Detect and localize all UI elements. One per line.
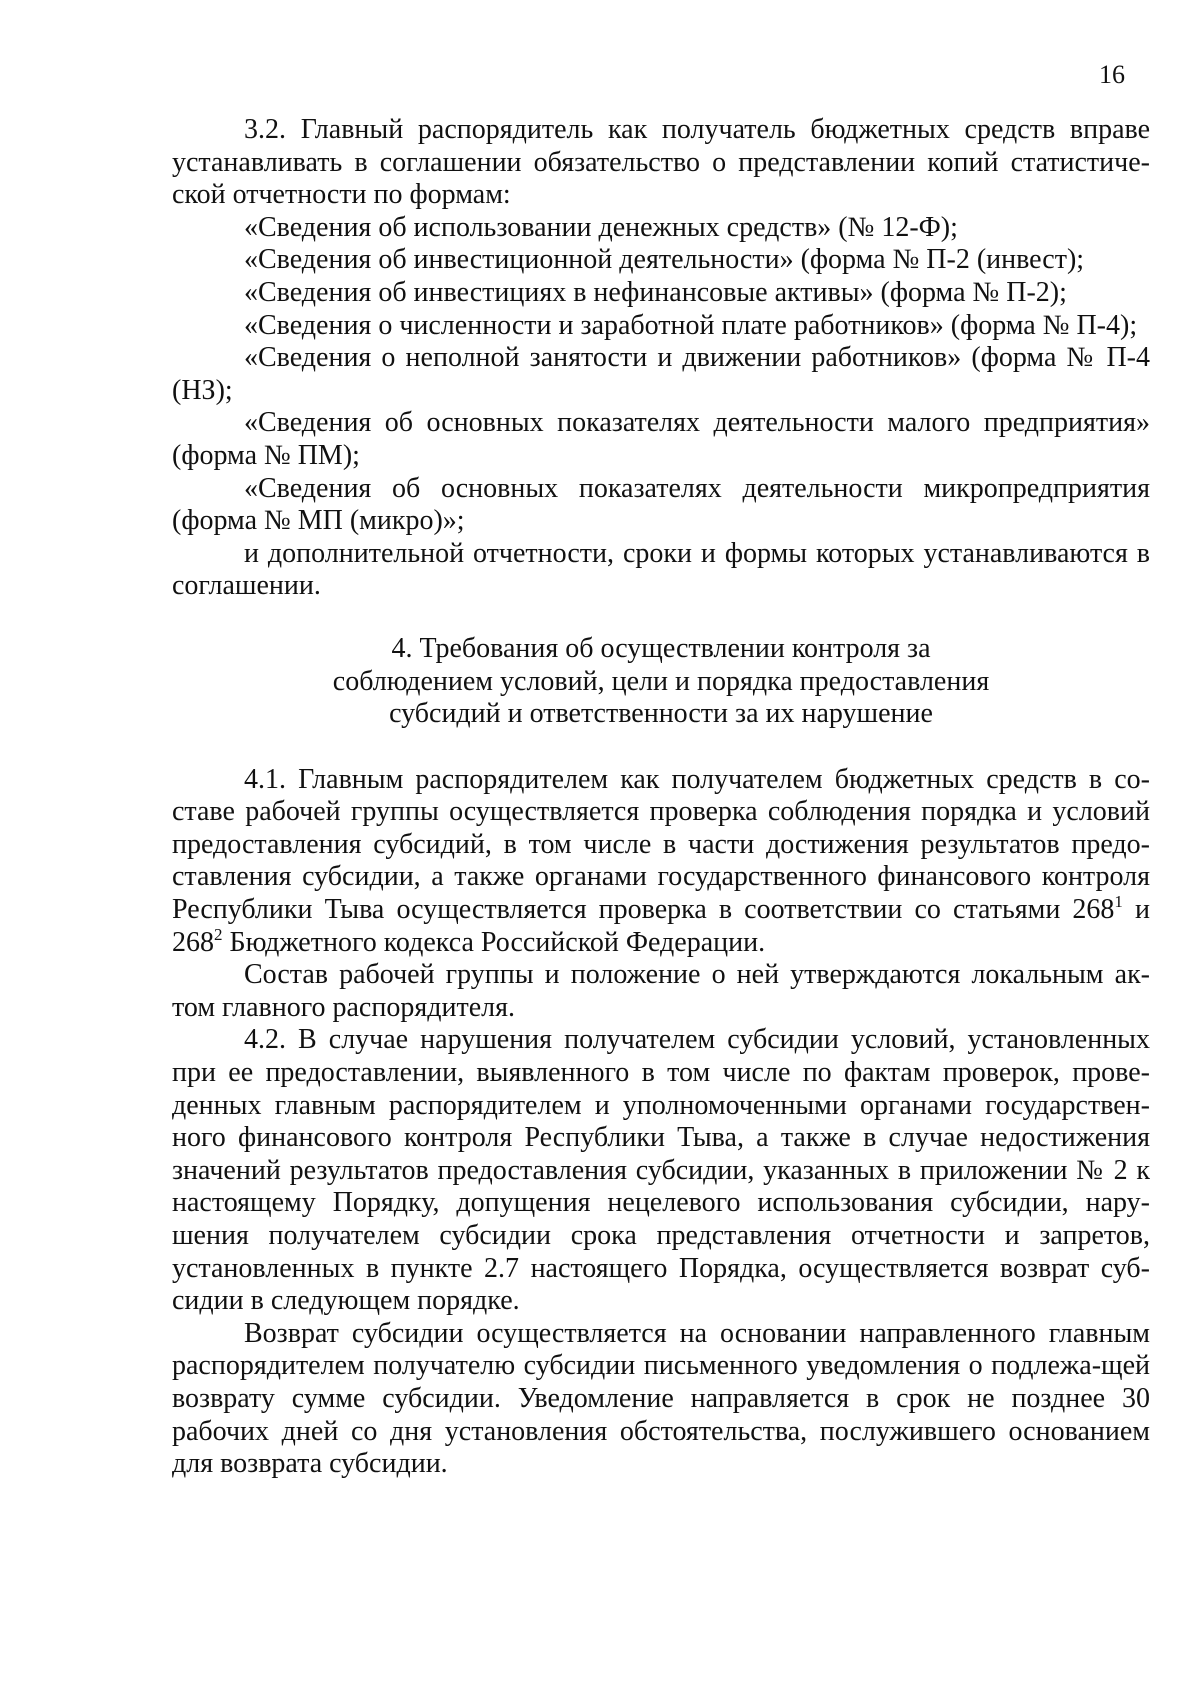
paragraph-subsidy-return: Возврат субсидии осуществляется на основании направленного главным распорядителем получателю субсидии письменного уведомления о подлежа-щей возврату сумме субсидии. Уведомление направляется в срок не позднее 30 рабочих дней со дня установления обстоятельства, послужившего основанием для возврата субсидии. [172,1317,1150,1480]
section-4-heading [172,633,1150,731]
footnote-superscript: 2 [214,924,223,944]
section-4-heading-line: субсидий и ответственности за их нарушение [389,698,933,730]
paragraph-4-1-text: Бюджетного кодекса Российской Федерации. [222,926,766,958]
page-number: 16 [1099,60,1125,89]
form-item-p4-nz: «Сведения о неполной занятости и движении работников» (форма № П-4 (НЗ); [172,342,1150,406]
paragraph-4-2: 4.2. В случае нарушения получателем субсидии условий, установленных при ее предоставлении, выявленного в том числе по фактам проверок, прове-денных главным распорядителем и уполномоченными органами государствен-ного финансового контроля Республики Тыва, а также в случае недостижения значений результатов предоставления субсидии, указанных в приложении № 2 к настоящему Порядку, допущения нецелевого использования субсидии, нару-шения получателем субсидии срока представления отчетности и запретов, установленных в пункте 2.7 настоящего Порядка, осуществляется возврат суб-сидии в следующем порядке. [172,1024,1150,1317]
form-item-12f: «Сведения об использовании денежных средств» (№ 12-Ф); [244,211,958,243]
section-4-heading-line: соблюдением условий, цели и порядка предоставления [332,665,990,697]
form-item-pm: «Сведения об основных показателях деятельности малого предприятия» (форма № ПМ); [172,407,1150,471]
paragraph-4-1-text: и 268 [172,894,1151,958]
form-item-p2-invest: «Сведения об инвестиционной деятельности» (форма № П-2 (инвест); [244,244,1085,276]
form-item-p4: «Сведения о численности и заработной плате работников» (форма № П-4); [244,309,1138,341]
form-item-mp: «Сведения об основных показателях деятельности микропредприятия (форма № МП (микро)»; [172,472,1150,537]
section-4-heading-line: 4. Требования об осуществлении контроля за [391,632,931,664]
paragraph-4-1 [172,764,1150,960]
document-body [172,114,1150,1481]
paragraph-working-group: Состав рабочей группы и положение о ней утверждаются локальным ак-том главного распорядителя. [172,959,1150,1023]
paragraph-3-2-closing: и дополнительной отчетности, сроки и формы которых устанавливаются в соглашении. [172,537,1150,602]
paragraph-3-2-intro: 3.2. Главный распорядитель как получатель бюджетных средств вправе устанавливать в соглашении обязательство о представлении копий статистиче-ской отчетности по формам: [172,114,1150,211]
paragraph-4-1-text: 4.1. Главным распорядителем как получателем бюджетных средств в со-ставе рабочей группы осуществляется проверка соблюдения порядка и условий предоставления субсидий, в том числе в части достижения результатов предо-ставления субсидии, а также органами государственного финансового контроля Республики Тыва осуществляется проверка в соответствии со статьями 268 [172,763,1150,926]
footnote-superscript: 1 [1114,892,1123,912]
form-item-p2: «Сведения об инвестициях в нефинансовые активы» (форма № П-2); [244,276,1067,308]
